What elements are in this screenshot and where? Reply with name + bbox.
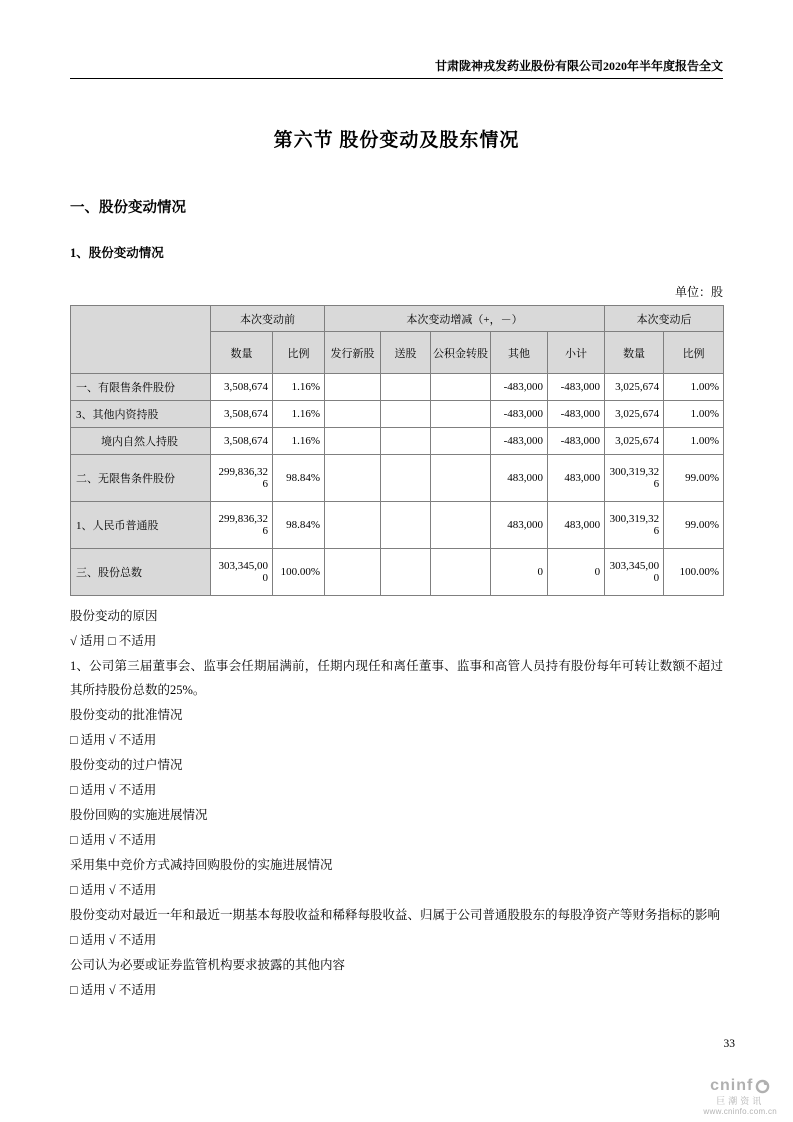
cninfo-logo-text: cninf bbox=[710, 1077, 754, 1095]
share-change-table bbox=[70, 305, 724, 596]
cell: 299,836,326 bbox=[211, 455, 273, 502]
row-label: 境内自然人持股 bbox=[71, 428, 211, 455]
cell bbox=[381, 428, 431, 455]
cell: 100.00% bbox=[273, 549, 325, 596]
table-row bbox=[71, 374, 724, 401]
cell bbox=[431, 428, 491, 455]
cell: 3,508,674 bbox=[211, 401, 273, 428]
group-after: 本次变动后 bbox=[605, 306, 724, 332]
note-line: 公司认为必要或证券监管机构要求披露的其他内容 bbox=[70, 958, 346, 972]
cell: 3,508,674 bbox=[211, 374, 273, 401]
cell: 483,000 bbox=[548, 502, 605, 549]
cell bbox=[381, 374, 431, 401]
cell: 1.00% bbox=[664, 401, 724, 428]
row-label: 一、有限售条件股份 bbox=[71, 374, 211, 401]
col-header: 数量 bbox=[605, 332, 664, 374]
cell: -483,000 bbox=[491, 374, 548, 401]
unit-label: 单位：股 bbox=[674, 285, 723, 299]
cell: 303,345,000 bbox=[211, 549, 273, 596]
choice-line: □ 适用 √ 不适用 bbox=[70, 933, 157, 947]
cell bbox=[431, 401, 491, 428]
row-label: 1、人民币普通股 bbox=[71, 502, 211, 549]
cell: 3,508,674 bbox=[211, 428, 273, 455]
cell: 3,025,674 bbox=[605, 428, 664, 455]
table-row bbox=[71, 502, 724, 549]
choice-line: □ 适用 √ 不适用 bbox=[70, 783, 157, 797]
cell: 300,319,326 bbox=[605, 455, 664, 502]
cell bbox=[325, 549, 381, 596]
table-row bbox=[71, 428, 724, 455]
note-line: 股份变动的过户情况 bbox=[70, 758, 183, 772]
col-header: 小计 bbox=[548, 332, 605, 374]
choice-line: □ 适用 √ 不适用 bbox=[70, 883, 157, 897]
table-header-groups bbox=[71, 306, 724, 332]
subheading-share-change: 1、股份变动情况 bbox=[70, 246, 164, 260]
cell bbox=[381, 455, 431, 502]
row-label: 3、其他内资持股 bbox=[71, 401, 211, 428]
cell bbox=[381, 401, 431, 428]
col-header: 公积金转股 bbox=[431, 332, 491, 374]
cell: -483,000 bbox=[491, 401, 548, 428]
col-header: 其他 bbox=[491, 332, 548, 374]
note-line: 采用集中竞价方式减持回购股份的实施进展情况 bbox=[70, 858, 333, 872]
row-label: 三、股份总数 bbox=[71, 549, 211, 596]
cell: -483,000 bbox=[491, 428, 548, 455]
cell bbox=[325, 428, 381, 455]
group-change: 本次变动增减（+，－） bbox=[325, 306, 605, 332]
cninfo-logo-wordmark bbox=[703, 1077, 777, 1095]
note-line: 股份回购的实施进展情况 bbox=[70, 808, 208, 822]
table-row bbox=[71, 455, 724, 502]
cell bbox=[325, 502, 381, 549]
row-label: 二、无限售条件股份 bbox=[71, 455, 211, 502]
notes-section bbox=[70, 604, 723, 1002]
cninfo-logo-name: 巨潮资讯 bbox=[716, 1096, 765, 1107]
cell: -483,000 bbox=[548, 428, 605, 455]
table-row bbox=[71, 401, 724, 428]
cninfo-globe-icon bbox=[755, 1079, 770, 1094]
heading-share-change: 一、股份变动情况 bbox=[70, 200, 186, 216]
note-line: 股份变动的批准情况 bbox=[70, 708, 183, 722]
cell bbox=[431, 549, 491, 596]
cell bbox=[431, 455, 491, 502]
cninfo-logo-url: www.cninfo.com.cn bbox=[703, 1106, 777, 1116]
cell: 1.16% bbox=[273, 401, 325, 428]
cell: -483,000 bbox=[548, 374, 605, 401]
note-line: 股份变动对最近一年和最近一期基本每股收益和稀释每股收益、归属于公司普通股股东的每股净资产等财务指标的影响 bbox=[70, 908, 721, 922]
cell: 303,345,000 bbox=[605, 549, 664, 596]
cell bbox=[325, 401, 381, 428]
cell: 0 bbox=[491, 549, 548, 596]
choice-line: □ 适用 √ 不适用 bbox=[70, 833, 157, 847]
cninfo-logo bbox=[703, 1077, 777, 1116]
cell: 483,000 bbox=[548, 455, 605, 502]
cell: 1.00% bbox=[664, 374, 724, 401]
report-header-title: 甘肃陇神戎发药业股份有限公司2020年半年度报告全文 bbox=[434, 59, 723, 73]
choice-line: □ 适用 √ 不适用 bbox=[70, 983, 157, 997]
table-row bbox=[71, 549, 724, 596]
cell: 1.16% bbox=[273, 428, 325, 455]
choice-line: √ 适用 □ 不适用 bbox=[70, 634, 157, 648]
cell: 100.00% bbox=[664, 549, 724, 596]
choice-line: □ 适用 √ 不适用 bbox=[70, 733, 157, 747]
cell: 1.16% bbox=[273, 374, 325, 401]
col-header: 发行新股 bbox=[325, 332, 381, 374]
cell: 99.00% bbox=[664, 455, 724, 502]
cell bbox=[431, 502, 491, 549]
corner-cell bbox=[71, 306, 211, 374]
cell: 3,025,674 bbox=[605, 401, 664, 428]
cell: 99.00% bbox=[664, 502, 724, 549]
cell: 1.00% bbox=[664, 428, 724, 455]
note-paragraph: 1、公司第三届董事会、监事会任期届满前，任期内现任和离任董事、监事和高管人员持有股份每年可转让数额不超过其所持股份总数的25%。 bbox=[70, 659, 723, 697]
cell: 98.84% bbox=[273, 455, 325, 502]
cell: -483,000 bbox=[548, 401, 605, 428]
cell bbox=[381, 549, 431, 596]
cell: 299,836,326 bbox=[211, 502, 273, 549]
cell: 98.84% bbox=[273, 502, 325, 549]
page-number: 33 bbox=[723, 1038, 735, 1050]
page-title: 第六节 股份变动及股东情况 bbox=[273, 130, 520, 151]
col-header: 数量 bbox=[211, 332, 273, 374]
cell: 483,000 bbox=[491, 502, 548, 549]
cell bbox=[325, 374, 381, 401]
cell: 0 bbox=[548, 549, 605, 596]
cell bbox=[431, 374, 491, 401]
col-header: 送股 bbox=[381, 332, 431, 374]
cell: 3,025,674 bbox=[605, 374, 664, 401]
cell bbox=[325, 455, 381, 502]
cell bbox=[381, 502, 431, 549]
col-header: 比例 bbox=[273, 332, 325, 374]
cell: 300,319,326 bbox=[605, 502, 664, 549]
note-line: 股份变动的原因 bbox=[70, 609, 158, 623]
report-header bbox=[70, 0, 723, 79]
cell: 483,000 bbox=[491, 455, 548, 502]
col-header: 比例 bbox=[664, 332, 724, 374]
group-before: 本次变动前 bbox=[211, 306, 325, 332]
